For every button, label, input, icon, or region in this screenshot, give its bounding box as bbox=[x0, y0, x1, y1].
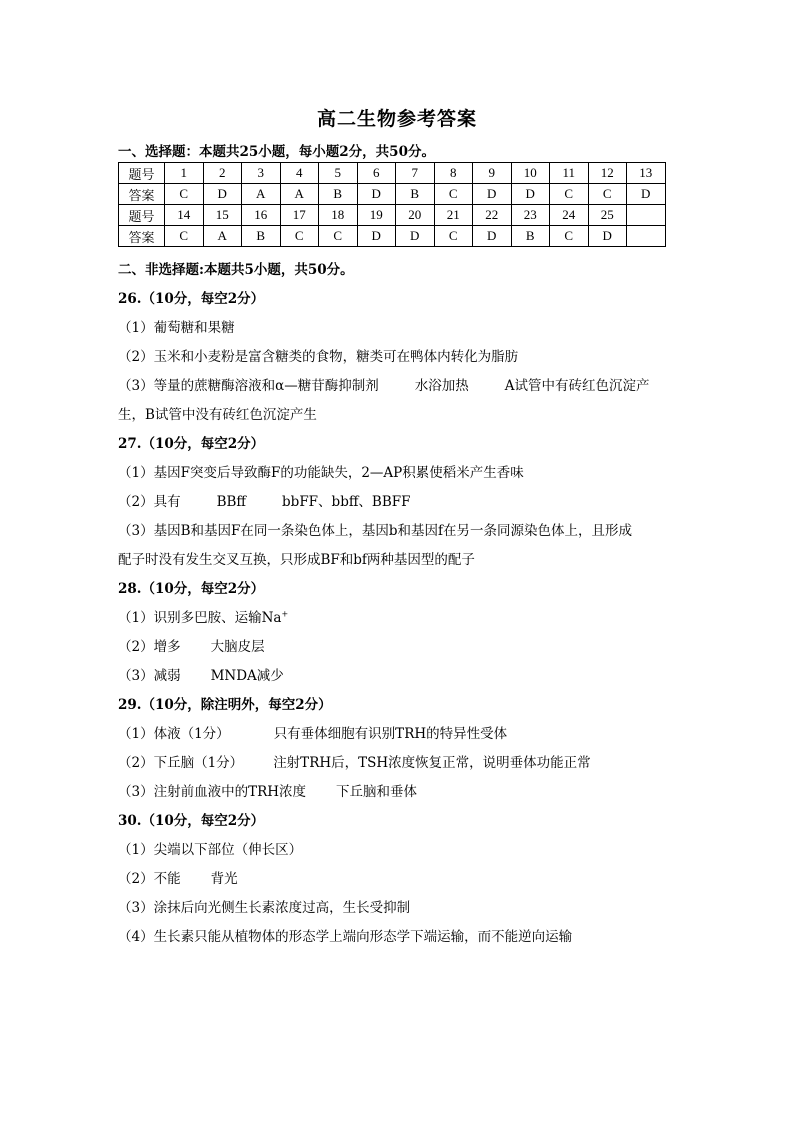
answer-table-cell: C bbox=[165, 226, 204, 247]
answer-table-row-label: 题号 bbox=[119, 163, 165, 184]
section-heading-multiple-choice: 一、选择题：本题共25小题，每小题2分，共50分。 bbox=[118, 144, 435, 160]
q27-answer-3-continued: 配子时没有发生交叉互换，只形成BF和bf两种基因型的配子 bbox=[118, 552, 475, 568]
answer-table-cell: D bbox=[627, 184, 666, 205]
q27-answer-3: （3）基因B和基因F在同一条染色体上，基因b和基因f在另一条同源染色体上，且形成 bbox=[118, 523, 633, 539]
q26-answer-3-continued: 生，B试管中没有砖红色沉淀产生 bbox=[118, 407, 317, 423]
answer-table-cell: 9 bbox=[473, 163, 512, 184]
q29-answer-2a: （2）下丘脑（1分） bbox=[118, 755, 244, 771]
q30-answer-2b: 背光 bbox=[210, 871, 238, 887]
answer-table-row bbox=[119, 205, 666, 226]
q26-answer-3a: （3）等量的蔗糖酶溶液和α—糖苷酶抑制剂 bbox=[118, 378, 379, 394]
q30-answer-3: （3）涂抹后向光侧生长素浓度过高，生长受抑制 bbox=[118, 900, 411, 916]
answer-table-cell: 17 bbox=[280, 205, 319, 226]
answer-table-cell: B bbox=[319, 184, 358, 205]
question-27-heading: 27.（10分，每空2分） bbox=[118, 436, 265, 452]
question-29-heading: 29.（10分，除注明外，每空2分） bbox=[118, 697, 332, 713]
answer-table-cell: 19 bbox=[357, 205, 396, 226]
q28-answer-3b: MNDA减少 bbox=[210, 668, 284, 684]
answer-table-cell bbox=[627, 205, 666, 226]
q29-answer-1a: （1）体液（1分） bbox=[118, 726, 230, 742]
q29-answer-3b: 下丘脑和垂体 bbox=[336, 784, 418, 800]
answer-table-cell: 25 bbox=[588, 205, 627, 226]
answer-table-cell: B bbox=[242, 226, 281, 247]
q30-answer-2a: （2）不能 bbox=[118, 871, 181, 887]
answer-table-cell: 12 bbox=[588, 163, 627, 184]
q26-answer-3 bbox=[118, 374, 678, 394]
answer-table-cell: 6 bbox=[357, 163, 396, 184]
answer-table-cell: 3 bbox=[242, 163, 281, 184]
answer-table-row bbox=[119, 163, 666, 184]
q28-answer-2 bbox=[118, 635, 678, 655]
answer-table-cell: 2 bbox=[203, 163, 242, 184]
question-28-heading: 28.（10分，每空2分） bbox=[118, 581, 265, 597]
q26-answer-1: （1）葡萄糖和果糖 bbox=[118, 320, 235, 336]
answer-table-cell: 14 bbox=[165, 205, 204, 226]
answer-table-cell: A bbox=[203, 226, 242, 247]
answer-table-cell: C bbox=[588, 184, 627, 205]
q27-answer-1: （1）基因F突变后导致酶F的功能缺失，2—AP积累使稻米产生香味 bbox=[118, 465, 524, 481]
answer-table-cell: D bbox=[473, 226, 512, 247]
answer-table-cell: D bbox=[511, 184, 550, 205]
answer-table-row bbox=[119, 184, 666, 205]
answer-table-cell: C bbox=[434, 226, 473, 247]
answer-table-cell: D bbox=[357, 226, 396, 247]
q28-answer-2b: 大脑皮层 bbox=[210, 639, 265, 655]
answer-table-cell: D bbox=[357, 184, 396, 205]
q28-answer-3 bbox=[118, 664, 678, 684]
answer-table-cell: 11 bbox=[550, 163, 589, 184]
answer-table-row-label: 答案 bbox=[119, 226, 165, 247]
answer-table-cell: 15 bbox=[203, 205, 242, 226]
answer-table-cell: B bbox=[396, 184, 435, 205]
q30-answer-2 bbox=[118, 867, 678, 887]
q29-answer-3a: （3）注射前血液中的TRH浓度 bbox=[118, 784, 307, 800]
answer-table-cell: 22 bbox=[473, 205, 512, 226]
answer-table-cell: C bbox=[550, 184, 589, 205]
answer-table-row-label: 答案 bbox=[119, 184, 165, 205]
answer-table-cell: 23 bbox=[511, 205, 550, 226]
q28-answer-2a: （2）增多 bbox=[118, 639, 181, 655]
answer-table-cell: A bbox=[280, 184, 319, 205]
answer-table-cell: 4 bbox=[280, 163, 319, 184]
q28-answer-3a: （3）减弱 bbox=[118, 668, 181, 684]
page-title: 高二生物参考答案 bbox=[316, 108, 477, 130]
answer-table-cell: D bbox=[473, 184, 512, 205]
answer-table-cell: 16 bbox=[242, 205, 281, 226]
answer-table-row-label: 题号 bbox=[119, 205, 165, 226]
answer-table-cell: D bbox=[588, 226, 627, 247]
answer-table-cell: 5 bbox=[319, 163, 358, 184]
q29-answer-1 bbox=[118, 722, 678, 742]
answer-table-cell: 21 bbox=[434, 205, 473, 226]
q28-answer-1-text: （1）识别多巴胺、运输Na bbox=[118, 610, 282, 626]
answer-table-cell bbox=[627, 226, 666, 247]
q28-answer-1 bbox=[118, 606, 678, 626]
answer-table-cell: A bbox=[242, 184, 281, 205]
q30-answer-1: （1）尖端以下部位（伸长区） bbox=[118, 842, 303, 858]
q28-answer-1-superscript: + bbox=[281, 609, 289, 619]
q27-answer-2a: （2）具有 bbox=[118, 494, 181, 510]
q29-answer-2b: 注射TRH后，TSH浓度恢复正常，说明垂体功能正常 bbox=[273, 755, 591, 771]
section-heading-non-choice: 二、非选择题:本题共5小题，共50分。 bbox=[118, 262, 354, 278]
q29-answer-3 bbox=[118, 780, 678, 800]
answer-table-cell: C bbox=[550, 226, 589, 247]
answer-table-cell: C bbox=[319, 226, 358, 247]
q27-answer-2b: BBff bbox=[216, 494, 247, 510]
q30-answer-4: （4）生长素只能从植物体的形态学上端向形态学下端运输，而不能逆向运输 bbox=[118, 929, 573, 945]
answer-table-cell: 1 bbox=[165, 163, 204, 184]
q26-answer-3c: A试管中有砖红色沉淀产 bbox=[504, 378, 650, 394]
q29-answer-2 bbox=[118, 751, 678, 771]
question-26-heading: 26.（10分，每空2分） bbox=[118, 291, 265, 307]
answer-table-cell: 7 bbox=[396, 163, 435, 184]
answer-table bbox=[118, 162, 666, 247]
answer-table-cell: 8 bbox=[434, 163, 473, 184]
answer-table-cell: B bbox=[511, 226, 550, 247]
q27-answer-2c: bbFF、bbff、BBFF bbox=[282, 494, 411, 510]
answer-table-cell: 20 bbox=[396, 205, 435, 226]
answer-table-row bbox=[119, 226, 666, 247]
answer-table-cell: D bbox=[203, 184, 242, 205]
q27-answer-2 bbox=[118, 490, 678, 510]
q29-answer-1b: 只有垂体细胞有识别TRH的特异性受体 bbox=[273, 726, 508, 742]
answer-table-cell: 24 bbox=[550, 205, 589, 226]
answer-table-cell: 18 bbox=[319, 205, 358, 226]
q26-answer-2: （2）玉米和小麦粉是富含糖类的食物，糖类可在鸭体内转化为脂肪 bbox=[118, 349, 519, 365]
answer-table-cell: C bbox=[280, 226, 319, 247]
answer-table-cell: C bbox=[434, 184, 473, 205]
answer-table-cell: 10 bbox=[511, 163, 550, 184]
question-30-heading: 30.（10分，每空2分） bbox=[118, 813, 265, 829]
answer-table-cell: C bbox=[165, 184, 204, 205]
answer-table-cell: D bbox=[396, 226, 435, 247]
answer-table-cell: 13 bbox=[627, 163, 666, 184]
q26-answer-3b: 水浴加热 bbox=[414, 378, 469, 394]
